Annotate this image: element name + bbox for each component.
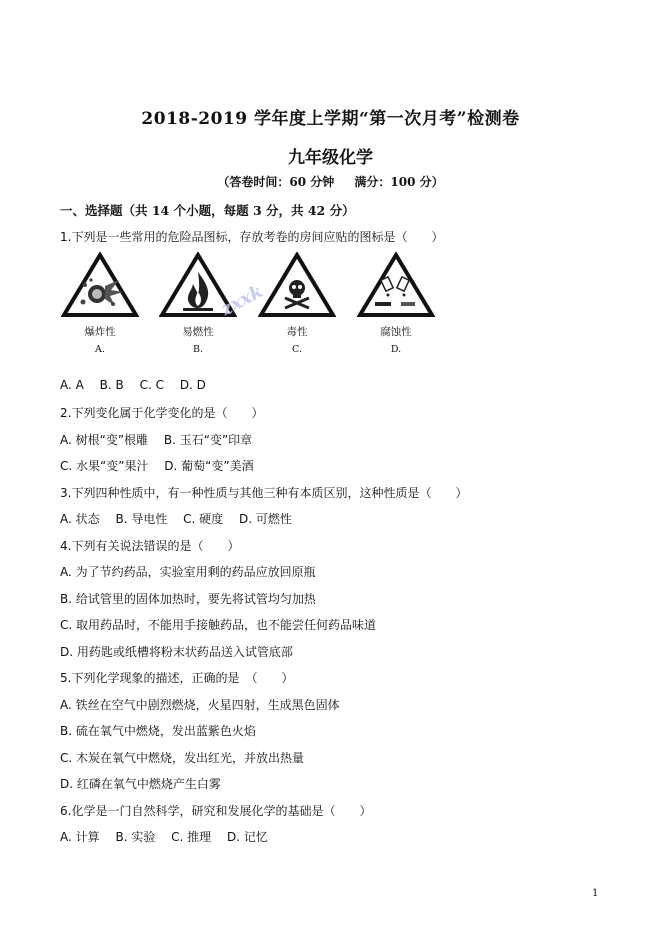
option: D. 葡萄“变”美酒: [164, 459, 254, 473]
option: C. 取用药品时，不能用手接触药品，也不能尝任何药品味道: [60, 618, 377, 632]
option: B. 硫在氧气中燃烧，发出蓝紫色火焰: [60, 724, 256, 738]
hazard-label: 爆炸性: [84, 326, 116, 338]
option: A. 树根“变”根雕: [60, 433, 149, 447]
exam-subtitle: 九年级化学: [288, 148, 373, 168]
option: B. 导电性: [115, 512, 168, 526]
option: C. 木炭在氧气中燃烧，发出红光，并放出热量: [60, 751, 305, 765]
question-3-options: [60, 510, 304, 527]
watermark: zxxk: [217, 280, 267, 321]
option: C. 水果“变”果汁: [60, 459, 149, 473]
option: D. 记忆: [227, 830, 268, 844]
option: B. 实验: [115, 830, 156, 844]
option: C. C: [139, 378, 164, 392]
option: D. D: [179, 378, 206, 392]
exam-meta: [0, 173, 661, 190]
hazard-letter: B.: [192, 344, 203, 355]
hazard-letter: C.: [292, 344, 302, 355]
exam-time: （答卷时间：60 分钟: [217, 175, 335, 189]
option: D. 红磷在氧气中燃烧产生白雾: [60, 777, 221, 791]
question-5-stem: 5.下列化学现象的描述，正确的是 （ ）: [60, 671, 294, 685]
hazard-toxic: [257, 252, 337, 355]
option: A. A: [60, 378, 84, 392]
question-2-options-row2: [60, 457, 266, 474]
exam-title: 2018-2019 学年度上学期“第一次月考”检测卷: [141, 109, 520, 129]
page-number: 1: [592, 888, 599, 899]
option: A. 计算: [60, 830, 100, 844]
hazard-label: 易燃性: [182, 326, 214, 338]
option: B. 玉石“变”印章: [163, 433, 253, 447]
exam-score: 满分：100 分）: [354, 175, 444, 189]
option: A. 为了节约药品，实验室用剩的药品应放回原瓶: [60, 565, 316, 579]
hazard-corrosive: [356, 252, 436, 355]
option: B. 给试管里的固体加热时，要先将试管均匀加热: [60, 592, 316, 606]
hazard-letter: A.: [95, 344, 105, 355]
option: D. 可燃性: [239, 512, 292, 526]
corrosive-icon: [357, 252, 435, 318]
question-2-stem: 2.下列变化属于化学变化的是（ ）: [60, 406, 264, 420]
question-1-stem: 1.下列是一些常用的危险品图标，存放考卷的房间应贴的图标是（ ）: [60, 230, 444, 244]
question-6-options: [60, 828, 280, 845]
option: B. B: [99, 378, 124, 392]
option: C. 推理: [171, 830, 212, 844]
question-1-options: [60, 378, 218, 392]
question-4-stem: 4.下列有关说法错误的是（ ）: [60, 539, 240, 553]
option: D. 用药匙或纸槽将粉末状药品送入试管底部: [60, 645, 293, 659]
question-6-stem: 6.化学是一门自然科学，研究和发展化学的基础是（ ）: [60, 804, 372, 818]
option: C. 硬度: [183, 512, 224, 526]
section-heading: 一、选择题（共 14 个小题，每题 3 分，共 42 分）: [60, 203, 355, 218]
hazard-explosive: [60, 252, 140, 355]
skull-icon: [258, 252, 336, 318]
option: A. 铁丝在空气中剧烈燃烧，火星四射，生成黑色固体: [60, 698, 340, 712]
question-2-options-row1: [60, 431, 264, 448]
option: A. 状态: [60, 512, 100, 526]
hazard-letter: D.: [390, 344, 402, 355]
hazard-label: 腐蚀性: [380, 326, 412, 338]
question-3-stem: 3.下列四种性质中，有一种性质与其他三种有本质区别，这种性质是（ ）: [60, 486, 468, 500]
hazard-label: 毒性: [286, 326, 308, 338]
explosive-icon: [61, 252, 139, 318]
